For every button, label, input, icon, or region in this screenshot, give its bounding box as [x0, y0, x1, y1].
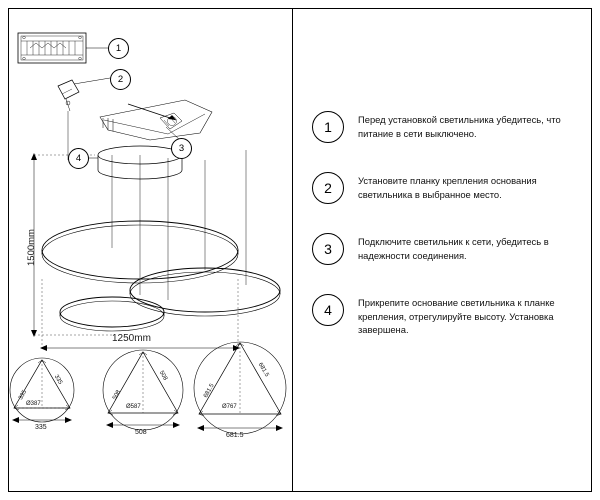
triangle-large-base-label: 681.5 [226, 432, 244, 439]
triangle-large-left-label: 681.5 [203, 382, 216, 399]
triangle-diagram-small [10, 358, 74, 423]
suspension-cables [68, 111, 246, 300]
callout-marker-4: 4 [68, 148, 89, 169]
instruction-steps [312, 110, 580, 365]
step-text-1: Перед установкой светильника убедитесь, что питание в сети выключено. [358, 114, 561, 139]
triangle-small-left-label: 335 [18, 389, 29, 401]
canopy-icon [58, 80, 79, 111]
instruction-step-3 [312, 232, 580, 265]
triangle-medium-right-label: 508 [157, 370, 169, 382]
callout-marker-3: 3 [171, 138, 192, 159]
triangle-diagram-medium [103, 350, 183, 430]
instruction-step-1 [312, 110, 580, 143]
step-text-3: Подключите светильник к сети, убедитесь в надежности соединения. [358, 236, 549, 261]
dimension-height-label: 1500mm [26, 229, 37, 266]
mounting-plate-icon [18, 33, 86, 63]
step-number-4: 4 [312, 294, 344, 326]
triangle-medium-base-label: 508 [135, 429, 147, 436]
triangle-small-diameter-label: Ø387 [26, 401, 41, 407]
triangle-medium-diameter-label: Ø587 [126, 404, 141, 410]
instruction-step-2 [312, 171, 580, 204]
callout-marker-1: 1 [108, 38, 129, 59]
step-number-2: 2 [312, 172, 344, 204]
step-text-4: Прикрепите основание светильника к планке крепления, отрегулируйте высоту. Установка завершена. [358, 297, 555, 336]
ring-medium [130, 268, 280, 316]
instruction-step-4 [312, 293, 580, 337]
connector-detail [100, 100, 212, 140]
step-number-1: 1 [312, 111, 344, 143]
callout-marker-2: 2 [110, 69, 131, 90]
triangle-large-diameter-label: Ø767 [222, 404, 237, 410]
triangle-small-right-label: 335 [52, 374, 64, 386]
triangle-small-base-label: 335 [35, 424, 47, 431]
step-text-2: Установите планку крепления основания светильника в выбранное место. [358, 175, 537, 200]
step-number-3: 3 [312, 233, 344, 265]
dimension-width-label: 1250mm [112, 333, 151, 344]
triangle-large-right-label: 681.5 [256, 362, 270, 379]
triangle-medium-left-label: 508 [112, 389, 123, 401]
ring-small [60, 297, 164, 331]
